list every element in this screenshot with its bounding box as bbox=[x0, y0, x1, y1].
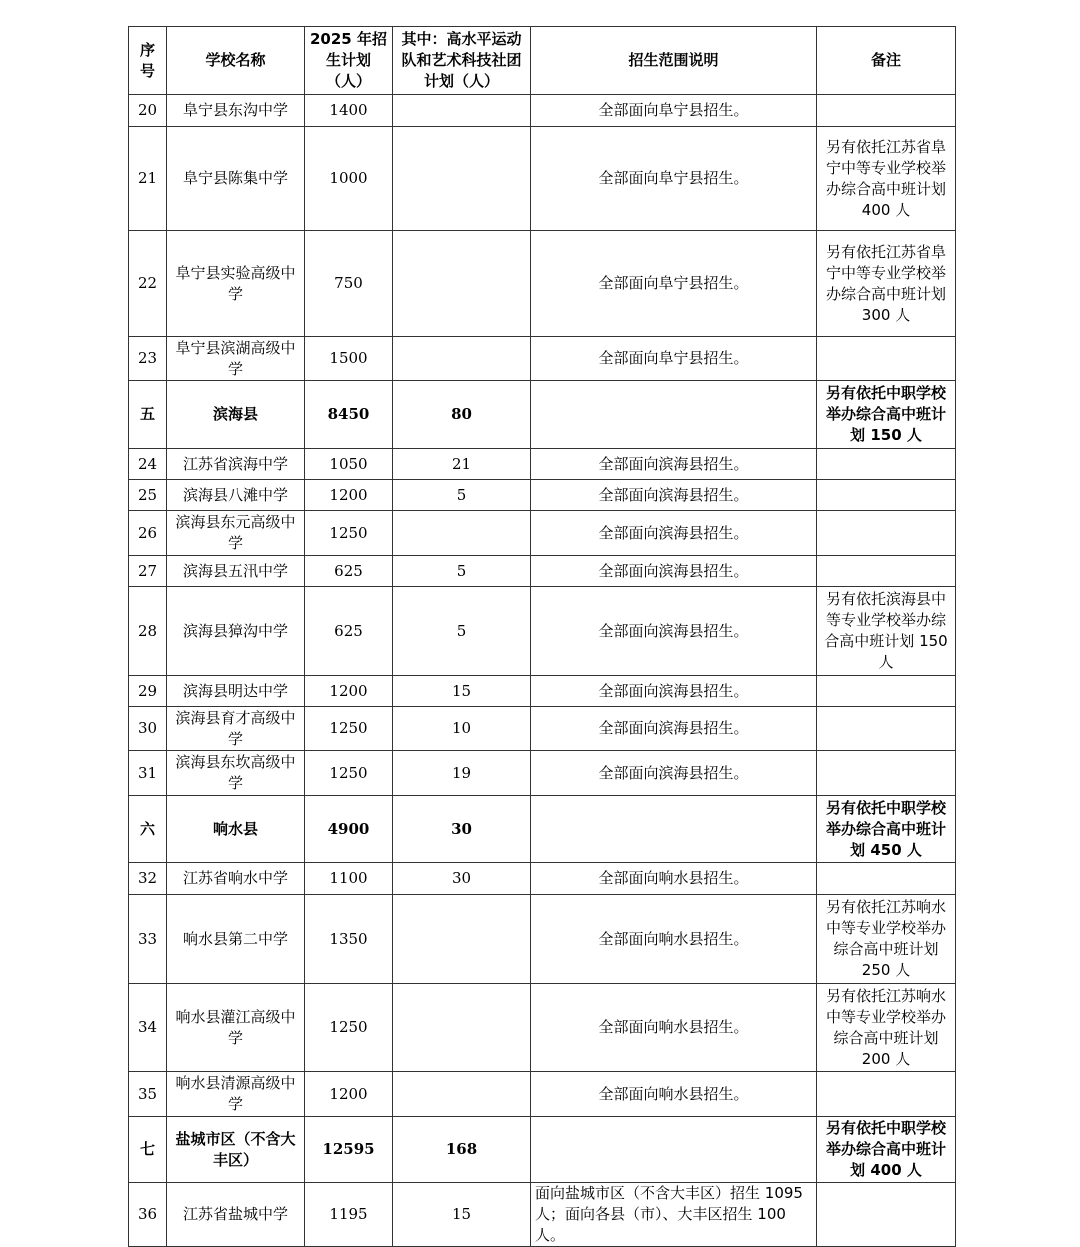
cell-seq: 32 bbox=[129, 863, 167, 895]
cell-special bbox=[393, 984, 531, 1072]
cell-seq: 36 bbox=[129, 1183, 167, 1247]
cell-plan: 1500 bbox=[305, 337, 393, 381]
cell-seq: 34 bbox=[129, 984, 167, 1072]
cell-special: 5 bbox=[393, 587, 531, 676]
cell-plan: 1195 bbox=[305, 1183, 393, 1247]
cell-school: 阜宁县滨湖高级中学 bbox=[167, 337, 305, 381]
cell-scope: 全部面向滨海县招生。 bbox=[531, 676, 817, 707]
table-row bbox=[129, 676, 956, 707]
cell-seq: 22 bbox=[129, 231, 167, 337]
cell-special: 19 bbox=[393, 751, 531, 796]
cell-seq: 35 bbox=[129, 1072, 167, 1117]
table-row bbox=[129, 587, 956, 676]
table-row bbox=[129, 895, 956, 984]
header-note: 备注 bbox=[817, 27, 956, 95]
cell-scope: 全部面向滨海县招生。 bbox=[531, 587, 817, 676]
cell-seq: 30 bbox=[129, 707, 167, 751]
cell-scope: 全部面向阜宁县招生。 bbox=[531, 127, 817, 231]
cell-seq: 26 bbox=[129, 511, 167, 556]
cell-note bbox=[817, 676, 956, 707]
cell-plan: 1200 bbox=[305, 1072, 393, 1117]
table-row bbox=[129, 556, 956, 587]
header-row bbox=[129, 27, 956, 95]
cell-school: 响水县清源高级中学 bbox=[167, 1072, 305, 1117]
cell-plan: 625 bbox=[305, 587, 393, 676]
cell-plan: 1250 bbox=[305, 511, 393, 556]
header-special: 其中：高水平运动队和艺术科技社团计划（人） bbox=[393, 27, 531, 95]
cell-seq: 33 bbox=[129, 895, 167, 984]
cell-plan: 8450 bbox=[305, 381, 393, 449]
cell-seq: 五 bbox=[129, 381, 167, 449]
cell-note bbox=[817, 511, 956, 556]
cell-school: 滨海县东坎高级中学 bbox=[167, 751, 305, 796]
cell-special: 5 bbox=[393, 480, 531, 511]
cell-scope bbox=[531, 1117, 817, 1183]
cell-school: 江苏省响水中学 bbox=[167, 863, 305, 895]
cell-school: 滨海县五汛中学 bbox=[167, 556, 305, 587]
group-row bbox=[129, 381, 956, 449]
group-row bbox=[129, 1117, 956, 1183]
cell-scope: 面向盐城市区（不含大丰区）招生 1095 人；面向各县（市）、大丰区招生 100 人。 bbox=[531, 1183, 817, 1247]
cell-school: 滨海县东元高级中学 bbox=[167, 511, 305, 556]
cell-note bbox=[817, 556, 956, 587]
cell-plan: 1200 bbox=[305, 676, 393, 707]
cell-seq: 六 bbox=[129, 796, 167, 863]
cell-scope: 全部面向滨海县招生。 bbox=[531, 556, 817, 587]
cell-plan: 1250 bbox=[305, 751, 393, 796]
cell-special bbox=[393, 1072, 531, 1117]
table-row bbox=[129, 863, 956, 895]
table-row bbox=[129, 480, 956, 511]
cell-school: 盐城市区（不含大丰区） bbox=[167, 1117, 305, 1183]
table-row bbox=[129, 984, 956, 1072]
table-row bbox=[129, 1072, 956, 1117]
cell-special bbox=[393, 231, 531, 337]
cell-scope: 全部面向阜宁县招生。 bbox=[531, 337, 817, 381]
cell-school: 响水县第二中学 bbox=[167, 895, 305, 984]
header-scope: 招生范围说明 bbox=[531, 27, 817, 95]
cell-scope bbox=[531, 381, 817, 449]
cell-plan: 1400 bbox=[305, 95, 393, 127]
cell-plan: 4900 bbox=[305, 796, 393, 863]
cell-school: 滨海县明达中学 bbox=[167, 676, 305, 707]
cell-scope: 全部面向响水县招生。 bbox=[531, 863, 817, 895]
table-row bbox=[129, 127, 956, 231]
header-seq: 序号 bbox=[129, 27, 167, 95]
group-row bbox=[129, 796, 956, 863]
cell-special: 15 bbox=[393, 676, 531, 707]
cell-note: 另有依托滨海县中等专业学校举办综合高中班计划 150 人 bbox=[817, 587, 956, 676]
cell-plan: 1250 bbox=[305, 984, 393, 1072]
cell-note: 另有依托江苏响水中等专业学校举办综合高中班计划 250 人 bbox=[817, 895, 956, 984]
cell-note: 另有依托江苏省阜宁中等专业学校举办综合高中班计划 400 人 bbox=[817, 127, 956, 231]
cell-special bbox=[393, 95, 531, 127]
cell-seq: 七 bbox=[129, 1117, 167, 1183]
cell-scope: 全部面向滨海县招生。 bbox=[531, 449, 817, 480]
table-row bbox=[129, 95, 956, 127]
cell-school: 阜宁县东沟中学 bbox=[167, 95, 305, 127]
cell-seq: 23 bbox=[129, 337, 167, 381]
cell-school: 江苏省盐城中学 bbox=[167, 1183, 305, 1247]
cell-school: 响水县 bbox=[167, 796, 305, 863]
cell-special: 168 bbox=[393, 1117, 531, 1183]
enrollment-plan-table bbox=[128, 26, 956, 1247]
table-row bbox=[129, 449, 956, 480]
cell-special: 5 bbox=[393, 556, 531, 587]
table-row bbox=[129, 707, 956, 751]
cell-scope bbox=[531, 796, 817, 863]
table-row bbox=[129, 231, 956, 337]
cell-scope: 全部面向响水县招生。 bbox=[531, 895, 817, 984]
table-body bbox=[129, 95, 956, 1247]
cell-scope: 全部面向响水县招生。 bbox=[531, 1072, 817, 1117]
cell-special bbox=[393, 511, 531, 556]
cell-scope: 全部面向滨海县招生。 bbox=[531, 511, 817, 556]
table-row bbox=[129, 751, 956, 796]
cell-seq: 21 bbox=[129, 127, 167, 231]
table-row bbox=[129, 337, 956, 381]
cell-note: 另有依托中职学校举办综合高中班计划 400 人 bbox=[817, 1117, 956, 1183]
cell-scope: 全部面向滨海县招生。 bbox=[531, 751, 817, 796]
cell-plan: 1250 bbox=[305, 707, 393, 751]
cell-note bbox=[817, 751, 956, 796]
cell-scope: 全部面向阜宁县招生。 bbox=[531, 95, 817, 127]
cell-note bbox=[817, 1072, 956, 1117]
cell-special: 30 bbox=[393, 863, 531, 895]
cell-note bbox=[817, 480, 956, 511]
cell-plan: 750 bbox=[305, 231, 393, 337]
table-row bbox=[129, 1183, 956, 1247]
cell-scope: 全部面向响水县招生。 bbox=[531, 984, 817, 1072]
cell-scope: 全部面向阜宁县招生。 bbox=[531, 231, 817, 337]
cell-special: 80 bbox=[393, 381, 531, 449]
cell-note bbox=[817, 1183, 956, 1247]
cell-special: 10 bbox=[393, 707, 531, 751]
cell-note: 另有依托江苏响水中等专业学校举办综合高中班计划 200 人 bbox=[817, 984, 956, 1072]
cell-plan: 1050 bbox=[305, 449, 393, 480]
cell-plan: 12595 bbox=[305, 1117, 393, 1183]
cell-special: 15 bbox=[393, 1183, 531, 1247]
cell-note bbox=[817, 707, 956, 751]
cell-special bbox=[393, 337, 531, 381]
cell-school: 滨海县獐沟中学 bbox=[167, 587, 305, 676]
cell-plan: 1200 bbox=[305, 480, 393, 511]
cell-seq: 24 bbox=[129, 449, 167, 480]
cell-note: 另有依托中职学校举办综合高中班计划 450 人 bbox=[817, 796, 956, 863]
cell-school: 滨海县 bbox=[167, 381, 305, 449]
header-plan: 2025 年招生计划（人） bbox=[305, 27, 393, 95]
cell-note bbox=[817, 95, 956, 127]
cell-note: 另有依托中职学校举办综合高中班计划 150 人 bbox=[817, 381, 956, 449]
cell-plan: 1000 bbox=[305, 127, 393, 231]
cell-scope: 全部面向滨海县招生。 bbox=[531, 480, 817, 511]
cell-seq: 25 bbox=[129, 480, 167, 511]
cell-special: 30 bbox=[393, 796, 531, 863]
cell-note bbox=[817, 863, 956, 895]
table-row bbox=[129, 511, 956, 556]
cell-scope: 全部面向滨海县招生。 bbox=[531, 707, 817, 751]
header-school: 学校名称 bbox=[167, 27, 305, 95]
cell-special bbox=[393, 895, 531, 984]
cell-school: 江苏省滨海中学 bbox=[167, 449, 305, 480]
cell-school: 滨海县八滩中学 bbox=[167, 480, 305, 511]
cell-plan: 625 bbox=[305, 556, 393, 587]
cell-seq: 29 bbox=[129, 676, 167, 707]
cell-school: 阜宁县实验高级中学 bbox=[167, 231, 305, 337]
cell-plan: 1100 bbox=[305, 863, 393, 895]
cell-seq: 27 bbox=[129, 556, 167, 587]
cell-seq: 31 bbox=[129, 751, 167, 796]
cell-special: 21 bbox=[393, 449, 531, 480]
cell-plan: 1350 bbox=[305, 895, 393, 984]
cell-school: 滨海县育才高级中学 bbox=[167, 707, 305, 751]
cell-school: 响水县灌江高级中学 bbox=[167, 984, 305, 1072]
cell-note: 另有依托江苏省阜宁中等专业学校举办综合高中班计划 300 人 bbox=[817, 231, 956, 337]
cell-school: 阜宁县陈集中学 bbox=[167, 127, 305, 231]
cell-note bbox=[817, 449, 956, 480]
cell-seq: 28 bbox=[129, 587, 167, 676]
cell-special bbox=[393, 127, 531, 231]
cell-note bbox=[817, 337, 956, 381]
cell-seq: 20 bbox=[129, 95, 167, 127]
